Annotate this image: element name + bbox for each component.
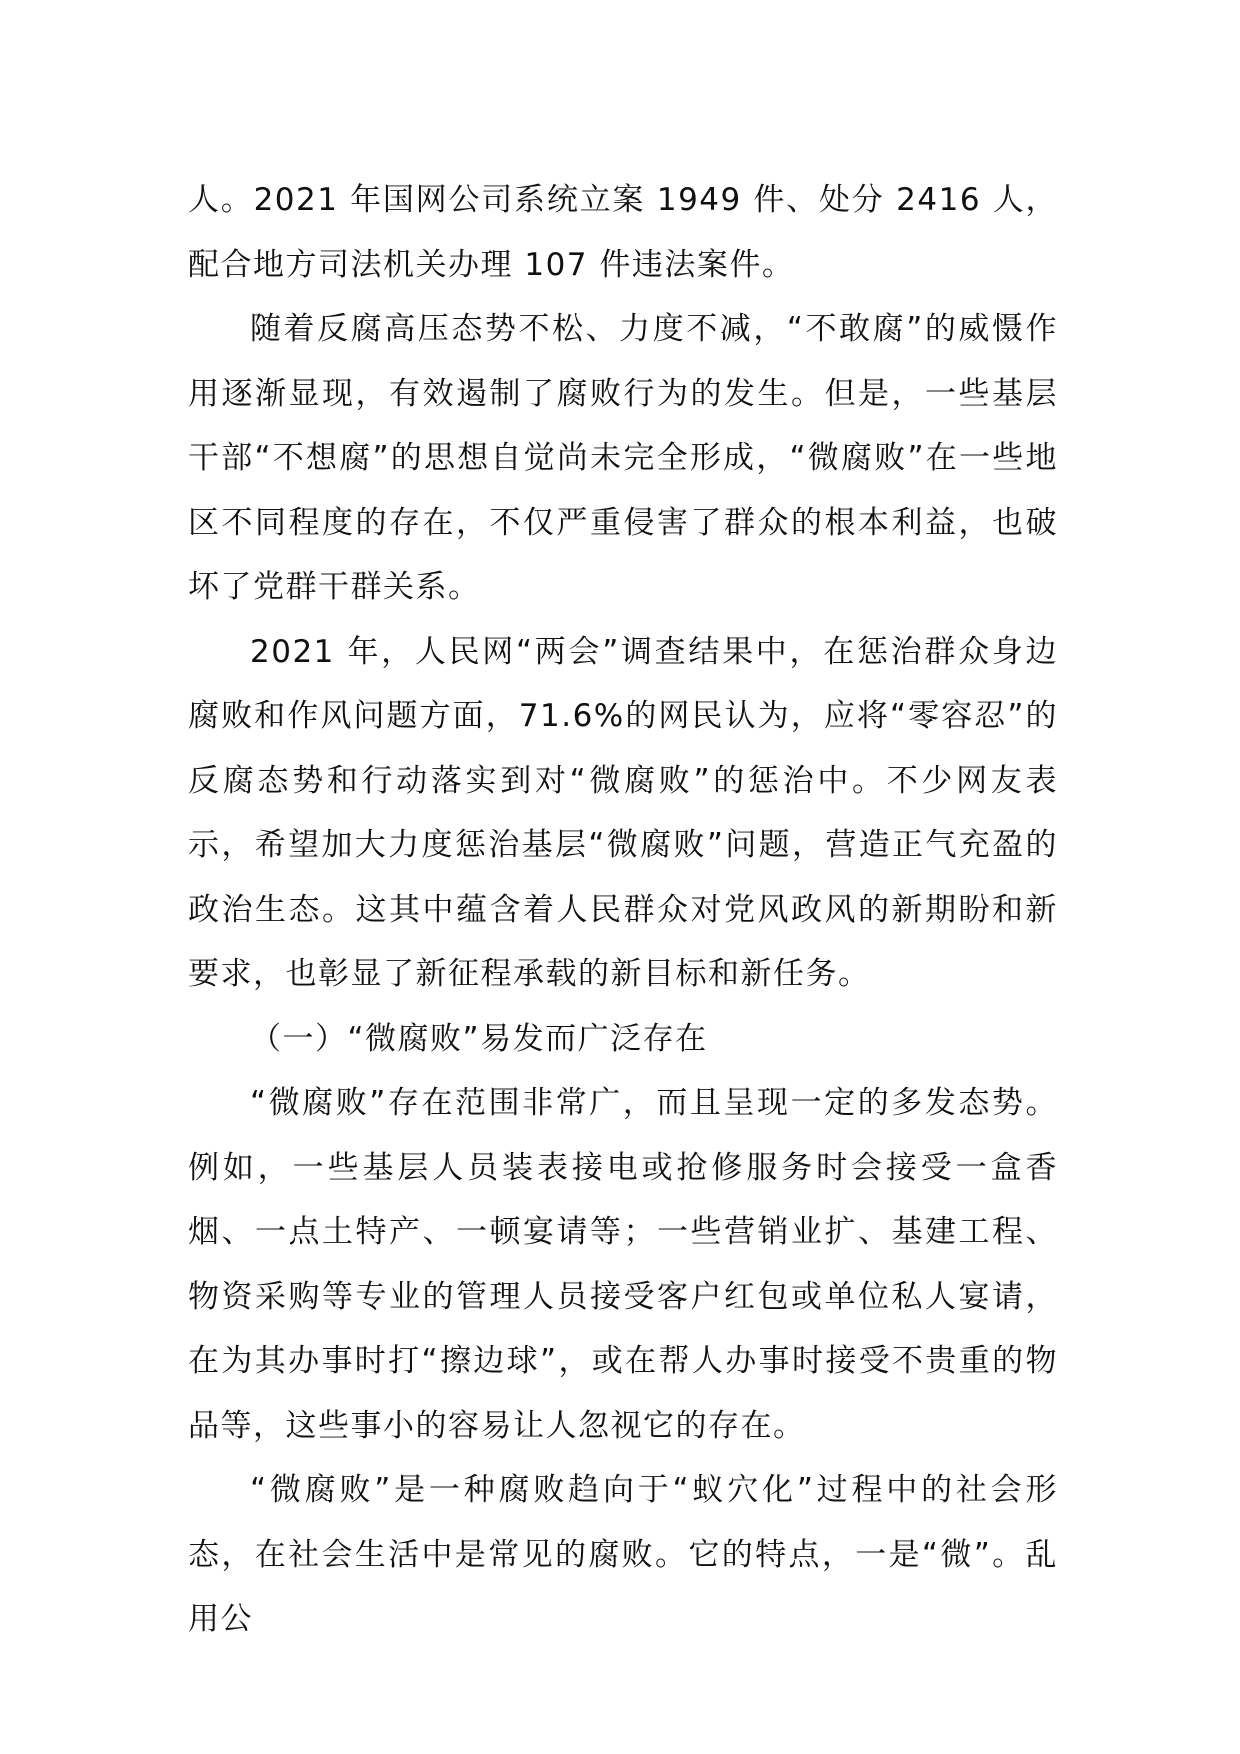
paragraph-micro-corruption-examples: “微腐败”存在范围非常广，而且呈现一定的多发态势。例如，一些基层人员装表接电或抢修服务时会接受一盒香烟、一点土特产、一顿宴请等；一些营销业扩、基建工程、物资采购等专业的管理人员接受客户红包或单位私人宴请，在为其办事时打“擦边球”，或在帮人办事时接受不贵重的物品等，这些事小的容易让人忽视它的存在。 [188,1085,1058,1444]
section-heading: （一）“微腐败”易发而广泛存在 [250,1020,708,1057]
body-text [188,168,1058,1652]
paragraph-anti-corruption-effect: 随着反腐高压态势不松、力度不减，“不敢腐”的威慑作用逐渐显现，有效遏制了腐败行为的发生。但是，一些基层干部“不想腐”的思想自觉尚未完全形成，“微腐败”在一些地区不同程度的存在，不仅严重侵害了群众的根本利益，也破坏了党群干群关系。 [188,311,1058,605]
paragraph-continuation: 人。2021 年国网公司系统立案 1949 件、处分 2416 人，配合地方司法机关办理 107 件违法案件。 [188,182,1058,283]
paragraph-survey-results: 2021 年，人民网“两会”调查结果中，在惩治群众身边腐败和作风问题方面，71.6%的网民认为，应将“零容忍”的反腐态势和行动落实到对“微腐败”的惩治中。不少网友表示，希望加大力度惩治基层“微腐败”问题，营造正气充盈的政治生态。这其中蕴含着人民群众对党风政风的新期盼和新要求，也彰显了新征程承载的新目标和新任务。 [188,633,1058,992]
paragraph-micro-corruption-definition: “微腐败”是一种腐败趋向于“蚁穴化”过程中的社会形态，在社会生活中是常见的腐败。它的特点，一是“微”。乱用公 [188,1472,1058,1637]
